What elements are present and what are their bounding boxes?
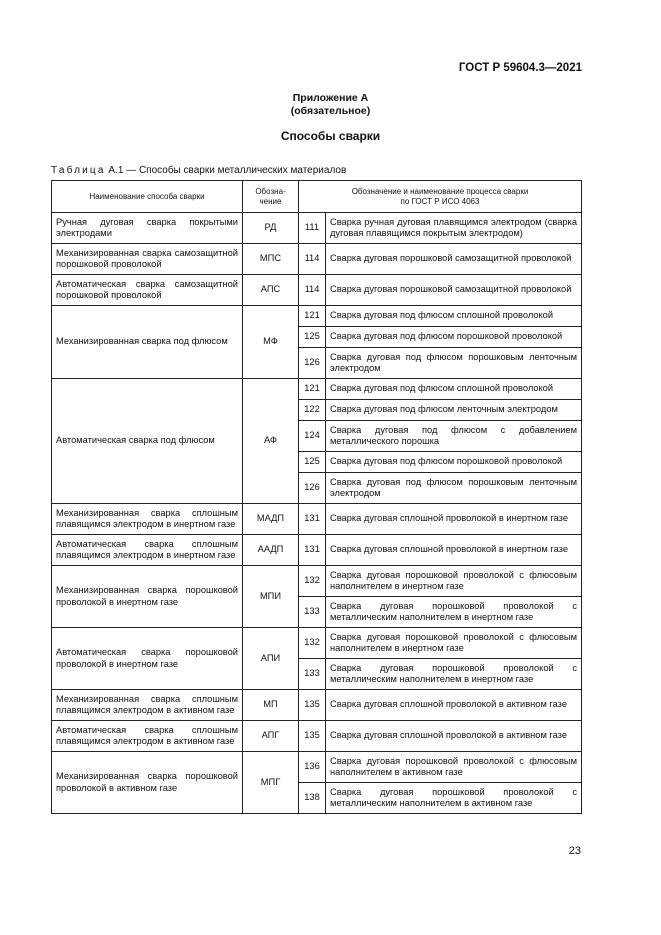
process-code: 114	[299, 244, 326, 275]
process-name: Сварка дуговая порошковой проволокой с металлическим наполнителем в инертном газе	[326, 597, 582, 628]
process-code: 138	[299, 783, 326, 814]
method-name: Механизированная сварка сплошным плавящимся электродом в инертном газе	[52, 504, 243, 535]
process-name: Сварка дуговая сплошной проволокой в инертном газе	[326, 535, 582, 566]
method-abbreviation: РД	[243, 213, 299, 244]
process-name: Сварка дуговая под флюсом сплошной проволокой	[326, 379, 582, 400]
method-abbreviation: АПС	[243, 275, 299, 306]
section-title: Способы сварки	[280, 129, 381, 143]
table-row	[52, 504, 582, 535]
method-abbreviation: АФ	[243, 379, 299, 504]
table-row	[52, 535, 582, 566]
process-name: Сварка дуговая под флюсом порошковым ленточным электродом	[326, 348, 582, 379]
process-code: 136	[299, 752, 326, 783]
header-abbr: Обозна-чение	[243, 181, 299, 213]
method-name: Механизированная сварка порошковой проволокой в активном газе	[52, 752, 243, 814]
table-caption-prefix: Таблица	[51, 165, 106, 176]
process-code: 124	[299, 421, 326, 452]
process-code: 121	[299, 306, 326, 327]
page-number: 23	[568, 845, 581, 857]
process-name: Сварка дуговая порошковой проволокой с флюсовым наполнителем в инертном газе	[326, 628, 582, 659]
process-name: Сварка дуговая сплошной проволокой в активном газе	[326, 690, 582, 721]
method-abbreviation: МАДП	[243, 504, 299, 535]
process-code: 133	[299, 597, 326, 628]
annex-title: Приложение А	[292, 92, 369, 104]
method-abbreviation: ААДП	[243, 535, 299, 566]
process-name: Сварка дуговая под флюсом порошковой проволокой	[326, 327, 582, 348]
method-abbreviation: АПИ	[243, 628, 299, 690]
process-code: 132	[299, 566, 326, 597]
process-code: 125	[299, 452, 326, 473]
standard-code: ГОСТ Р 59604.3—2021	[458, 62, 582, 74]
table-row	[52, 752, 582, 783]
method-abbreviation: МП	[243, 690, 299, 721]
process-code: 121	[299, 379, 326, 400]
process-code: 135	[299, 690, 326, 721]
process-code: 135	[299, 721, 326, 752]
process-name: Сварка дуговая под флюсом сплошной проволокой	[326, 306, 582, 327]
table-row	[52, 566, 582, 597]
table-body	[52, 213, 582, 814]
table-row	[52, 275, 582, 306]
method-name: Автоматическая сварка под флюсом	[52, 379, 243, 504]
method-name: Автоматическая сварка самозащитной порошковой проволокой	[52, 275, 243, 306]
method-name: Автоматическая сварка порошковой проволокой в инертном газе	[52, 628, 243, 690]
process-name: Сварка дуговая порошковой проволокой с флюсовым наполнителем в активном газе	[326, 752, 582, 783]
method-abbreviation: АПГ	[243, 721, 299, 752]
process-code: 126	[299, 348, 326, 379]
process-name: Сварка дуговая под флюсом порошковой проволокой	[326, 452, 582, 473]
table-row	[52, 690, 582, 721]
method-name: Механизированная сварка самозащитной порошковой проволокой	[52, 244, 243, 275]
method-abbreviation: МПИ	[243, 566, 299, 628]
header-process	[299, 181, 582, 213]
table-row	[52, 244, 582, 275]
table-row	[52, 213, 582, 244]
process-name: Сварка дуговая порошковой самозащитной проволокой	[326, 275, 582, 306]
table-row	[52, 306, 582, 327]
process-code: 114	[299, 275, 326, 306]
table-caption	[51, 165, 346, 176]
process-name: Сварка дуговая порошковой самозащитной проволокой	[326, 244, 582, 275]
header-process-line2: по ГОСТ Р ИСО 4063	[400, 196, 480, 206]
process-code: 122	[299, 400, 326, 421]
process-name: Сварка дуговая сплошной проволокой в активном газе	[326, 721, 582, 752]
header-process-line1: Обозначение и наименование процесса сварки	[351, 186, 529, 196]
process-name: Сварка дуговая порошковой проволокой с флюсовым наполнителем в инертном газе	[326, 566, 582, 597]
process-name: Сварка дуговая под флюсом ленточным электродом	[326, 400, 582, 421]
table-row	[52, 379, 582, 400]
welding-methods-table	[51, 180, 582, 814]
process-name: Сварка дуговая под флюсом порошковым ленточным электродом	[326, 473, 582, 504]
method-name: Ручная дуговая сварка покрытыми электродами	[52, 213, 243, 244]
process-code: 131	[299, 504, 326, 535]
method-name: Автоматическая сварка сплошным плавящимся электродом в активном газе	[52, 721, 243, 752]
process-name: Сварка ручная дуговая плавящимся электродом (сварка дуговая плавящимся покрытым электродом)	[326, 213, 582, 244]
process-code: 133	[299, 659, 326, 690]
method-name: Автоматическая сварка сплошным плавящимся электродом в инертном газе	[52, 535, 243, 566]
process-code: 126	[299, 473, 326, 504]
process-name: Сварка дуговая порошковой проволокой с металлическим наполнителем в инертном газе	[326, 659, 582, 690]
method-name: Механизированная сварка порошковой проволокой в инертном газе	[52, 566, 243, 628]
method-abbreviation: МПГ	[243, 752, 299, 814]
method-abbreviation: МФ	[243, 306, 299, 379]
annex-heading	[0, 92, 661, 118]
process-code: 125	[299, 327, 326, 348]
process-code: 111	[299, 213, 326, 244]
process-name: Сварка дуговая сплошной проволокой в инертном газе	[326, 504, 582, 535]
process-code: 132	[299, 628, 326, 659]
table-row	[52, 721, 582, 752]
annex-status: (обязательное)	[290, 105, 371, 117]
table-header	[52, 181, 582, 213]
method-name: Механизированная сварка под флюсом	[52, 306, 243, 379]
process-name: Сварка дуговая порошковой проволокой с металлическим наполнителем в активном газе	[326, 783, 582, 814]
header-name: Наименование способа сварки	[52, 181, 243, 213]
method-name: Механизированная сварка сплошным плавящимся электродом в активном газе	[52, 690, 243, 721]
process-code: 131	[299, 535, 326, 566]
table-caption-text: А.1 — Способы сварки металлических материалов	[105, 165, 347, 176]
process-name: Сварка дуговая под флюсом с добавлением металлического порошка	[326, 421, 582, 452]
method-abbreviation: МПС	[243, 244, 299, 275]
table-row	[52, 628, 582, 659]
